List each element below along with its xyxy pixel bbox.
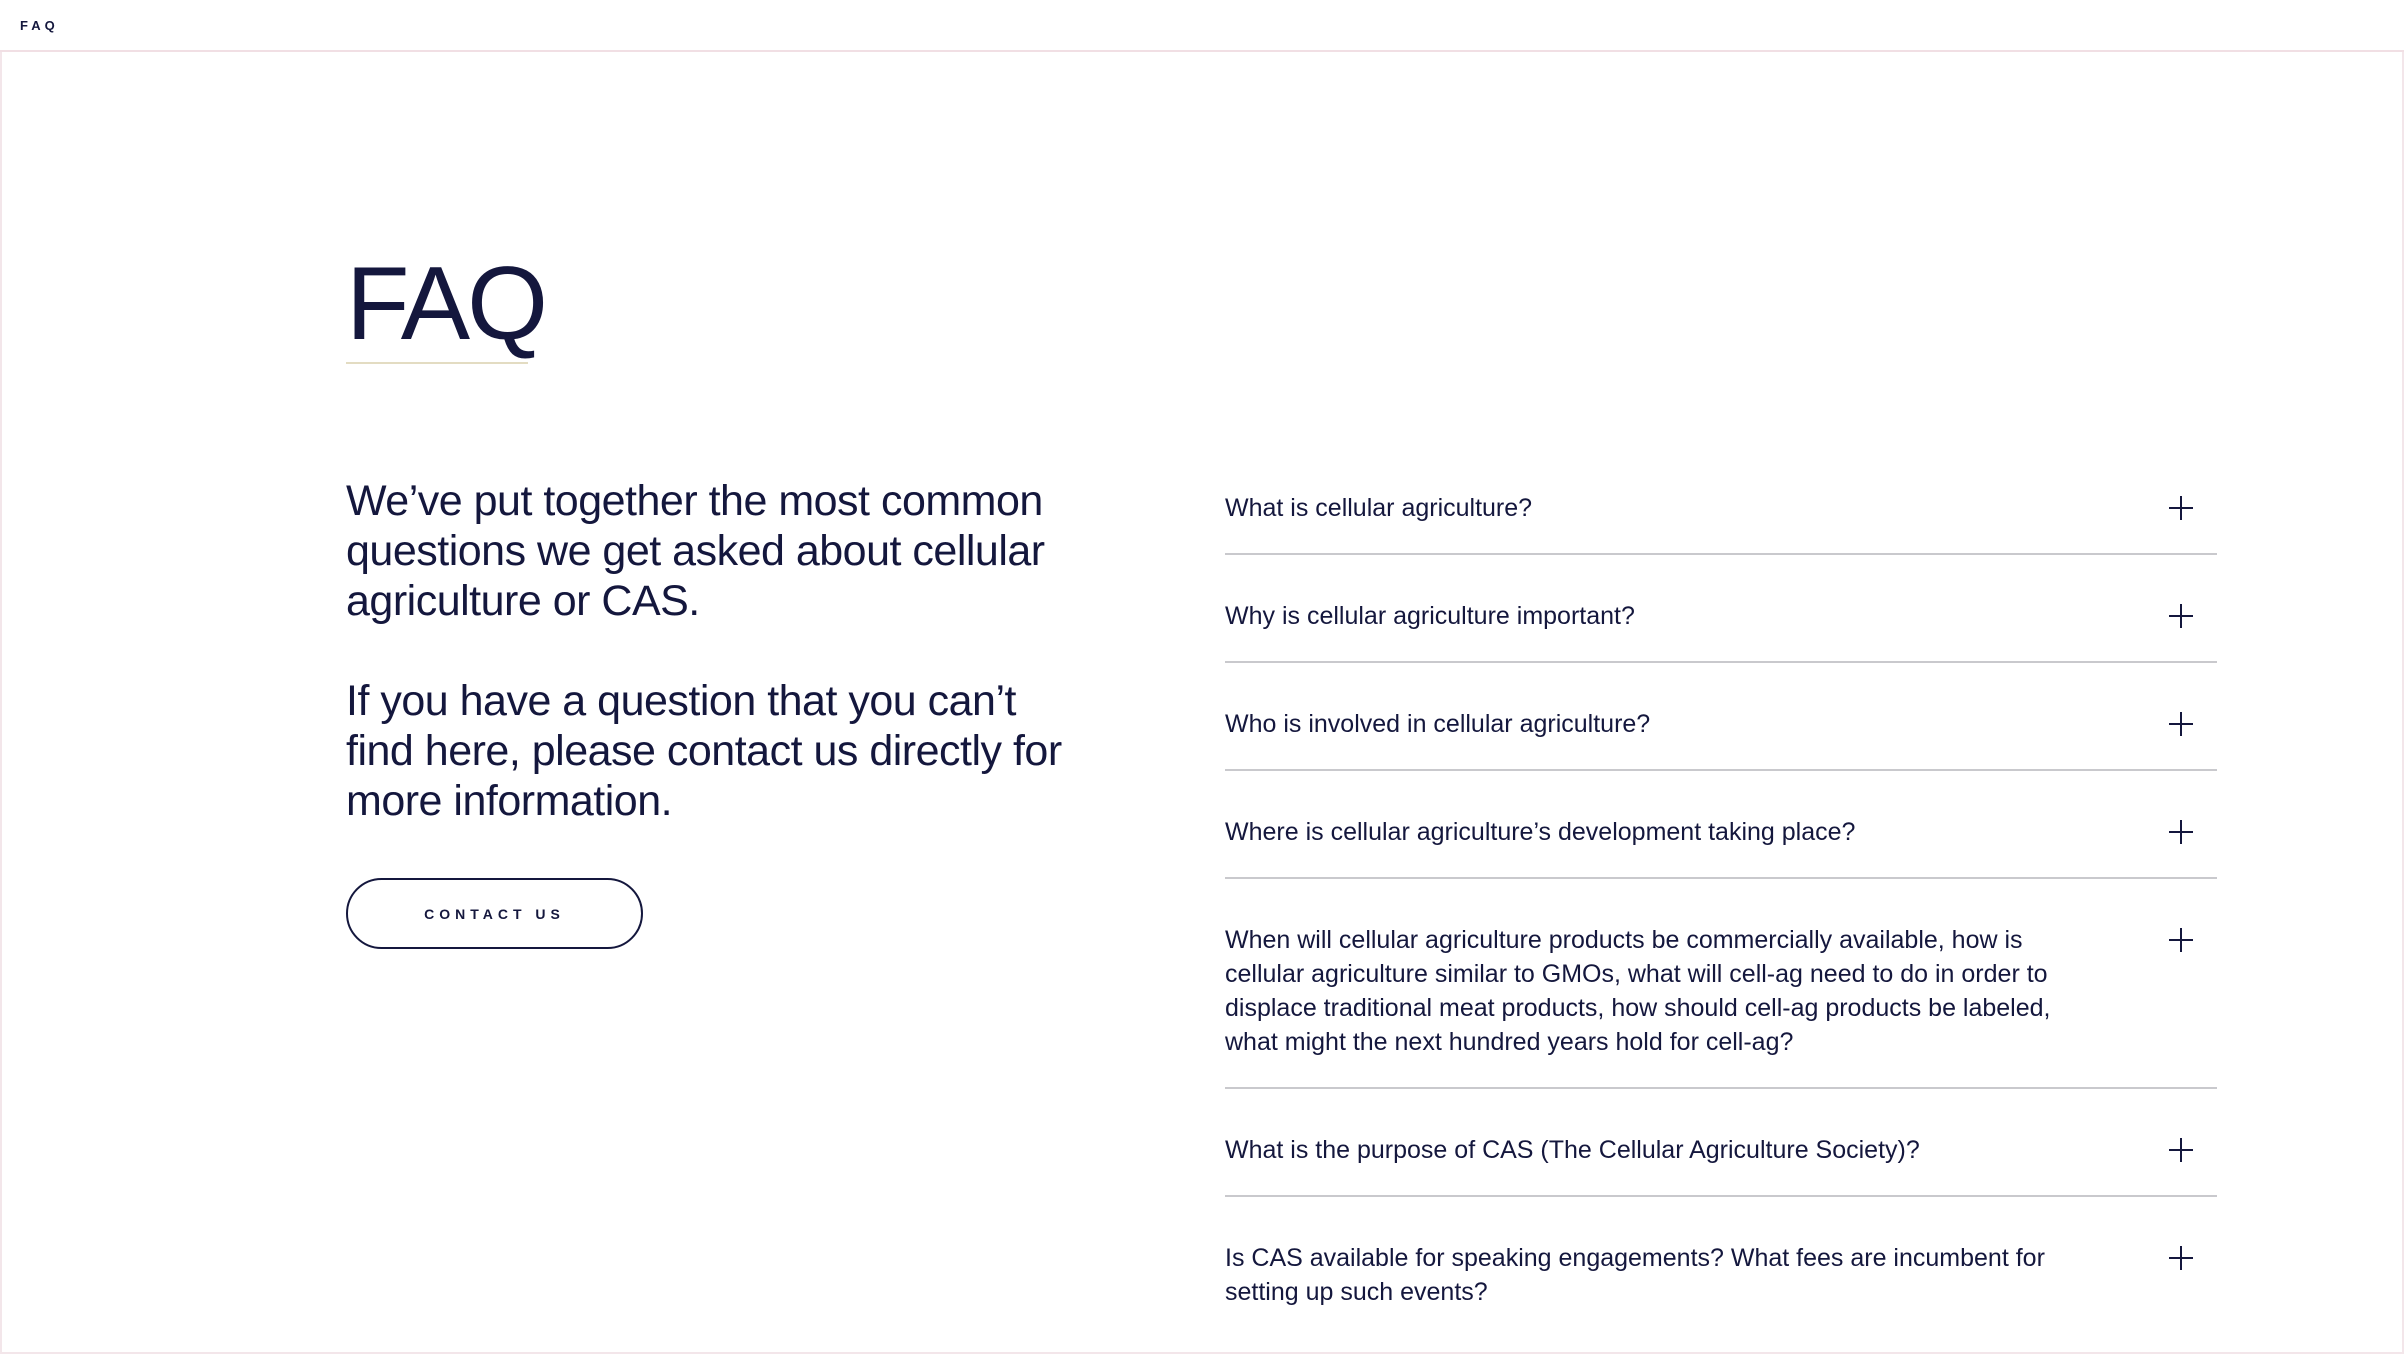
faq-item-1[interactable] xyxy=(1225,480,2217,555)
plus-icon[interactable] xyxy=(2169,604,2193,628)
topbar-label: FAQ xyxy=(20,18,59,33)
faq-question: Why is cellular agriculture important? xyxy=(1225,602,1635,630)
faq-item-6[interactable] xyxy=(1225,1089,2217,1197)
faq-question: When will cellular agriculture products be commercially available, how is cellular agriculture similar to GMOs, what will cell-ag need to do in order to displace traditional meat products, how should cell-ag products be labeled, what might the next hundred years hold for cell-ag? xyxy=(1225,926,2051,1056)
intro-text xyxy=(346,476,1066,826)
plus-icon[interactable] xyxy=(2169,1138,2193,1162)
plus-icon[interactable] xyxy=(2169,712,2193,736)
faq-item-4[interactable] xyxy=(1225,771,2217,879)
plus-icon[interactable] xyxy=(2169,820,2193,844)
contact-us-button[interactable]: CONTACT US xyxy=(346,878,643,949)
intro-paragraph-2: If you have a question that you can’t find here, please contact us directly for more information. xyxy=(346,677,1062,825)
faq-question: Where is cellular agriculture’s development taking place? xyxy=(1225,818,1856,846)
plus-icon[interactable] xyxy=(2169,1246,2193,1270)
page-title: FAQ xyxy=(346,246,546,362)
faq-item-2[interactable] xyxy=(1225,555,2217,663)
intro-paragraph-1: We’ve put together the most common questions we get asked about cellular agriculture or CAS. xyxy=(346,477,1045,625)
plus-icon[interactable] xyxy=(2169,928,2193,952)
title-underline xyxy=(346,362,528,364)
faq-item-5[interactable] xyxy=(1225,879,2217,1089)
faq-question: What is cellular agriculture? xyxy=(1225,494,1533,522)
faq-list xyxy=(1225,480,2217,1337)
faq-item-7[interactable] xyxy=(1225,1197,2217,1337)
faq-question: Is CAS available for speaking engagements? What fees are incumbent for setting up such events? xyxy=(1225,1244,2045,1306)
faq-item-3[interactable] xyxy=(1225,663,2217,771)
faq-question: What is the purpose of CAS (The Cellular Agriculture Society)? xyxy=(1225,1136,1920,1164)
top-bar xyxy=(0,0,2404,52)
faq-question: Who is involved in cellular agriculture? xyxy=(1225,710,1651,738)
plus-icon[interactable] xyxy=(2169,496,2193,520)
